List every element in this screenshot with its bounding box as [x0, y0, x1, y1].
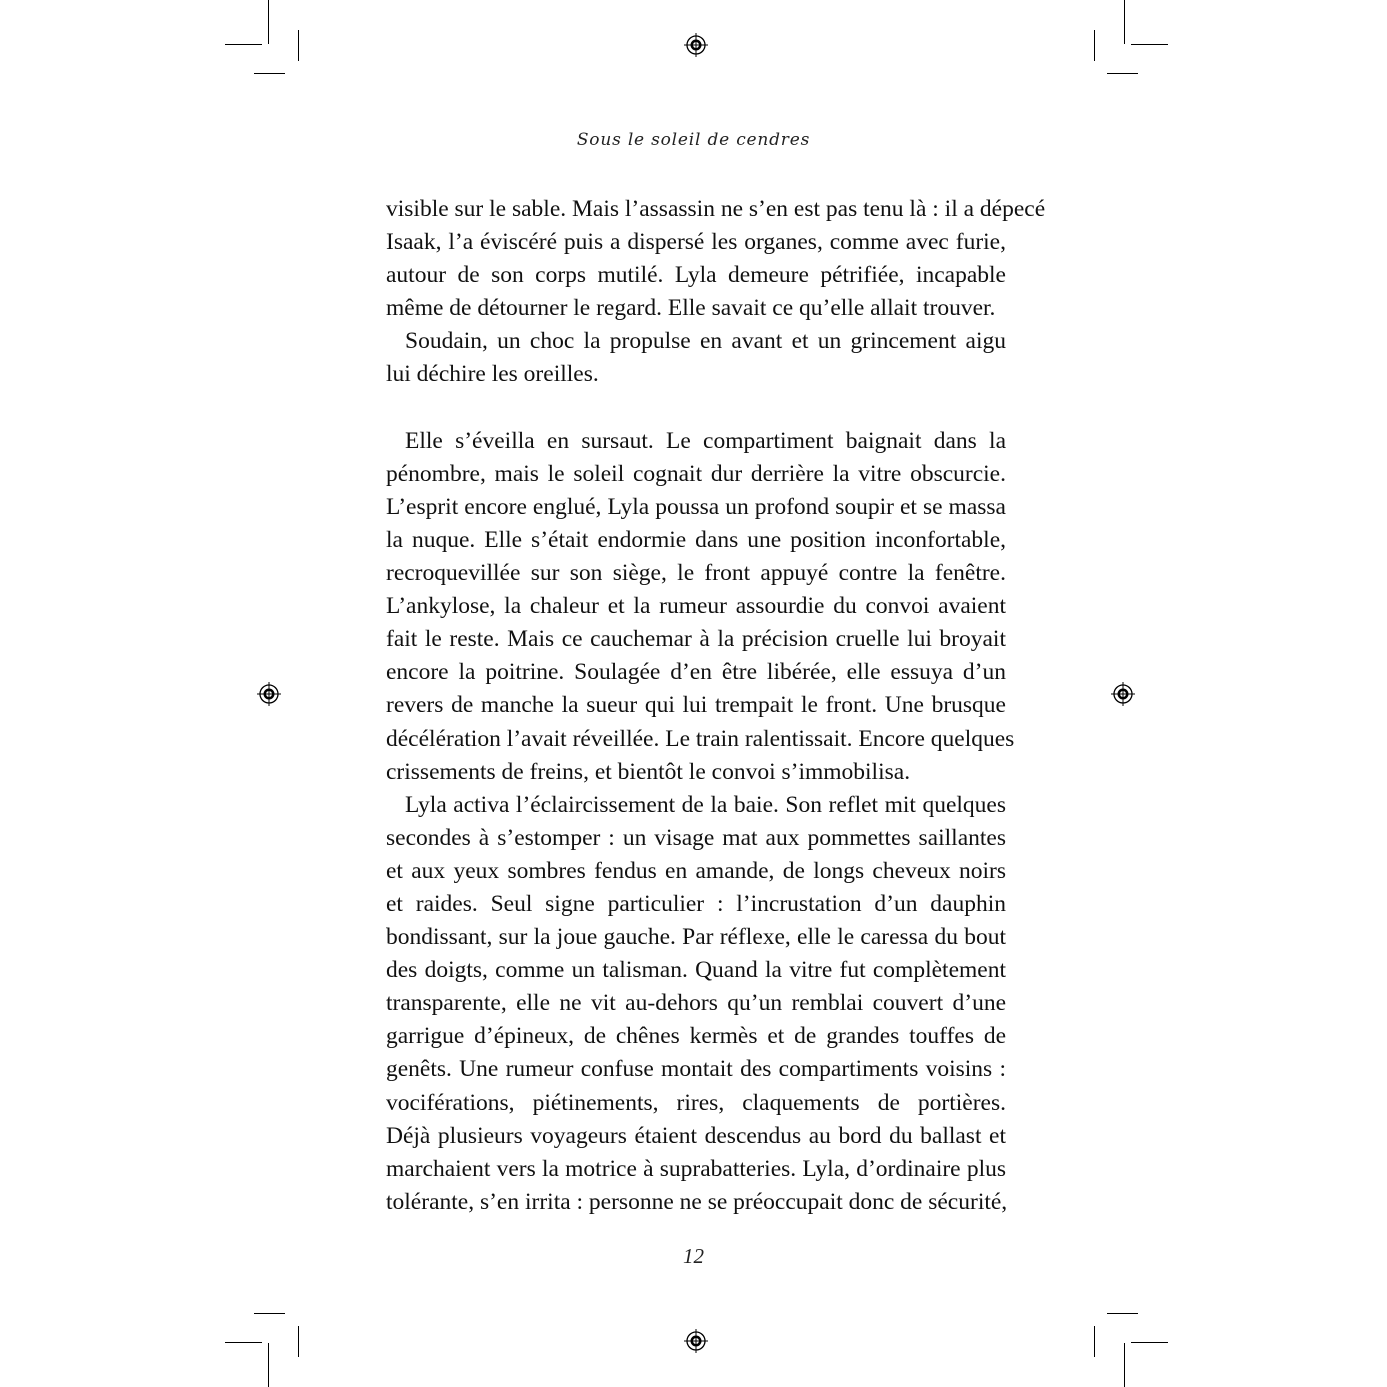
- text-line: revers de manche la sueur qui lui trempait le front. Une brusque: [386, 692, 1006, 719]
- text-line: des doigts, comme un talisman. Quand la vitre fut complètement: [386, 957, 1006, 984]
- text-line: même de détourner le regard. Elle savait ce qu’elle allait trouver.: [386, 295, 996, 322]
- crop-mark: [1124, 1343, 1125, 1387]
- text-line: transparente, elle ne vit au-dehors qu’un remblai couvert d’une: [386, 990, 1006, 1017]
- text-line: marchaient vers la motrice à suprabatteries. Lyla, d’ordinaire plus: [386, 1155, 1006, 1182]
- text-line: vociférations, piétinements, rires, claquements de portières.: [386, 1089, 1006, 1116]
- crop-mark: [254, 73, 285, 74]
- text-line: crissements de freins, et bientôt le convoi s’immobilisa.: [386, 758, 911, 785]
- crop-mark: [1124, 0, 1125, 44]
- crop-mark: [1094, 30, 1095, 61]
- paragraph: [386, 789, 1006, 1219]
- crop-mark: [268, 0, 269, 44]
- crop-mark: [1107, 1313, 1138, 1314]
- text-line: décélération l’avait réveillée. Le train ralentissait. Encore quelques: [386, 725, 1015, 752]
- text-line: visible sur le sable. Mais l’assassin ne s’en est pas tenu là : il a dépecé: [386, 196, 1046, 222]
- text-line: secondes à s’estomper : un visage mat aux pommettes saillantes: [386, 824, 1006, 851]
- text-line: et aux yeux sombres fendus en amande, de longs cheveux noirs: [386, 857, 1006, 884]
- page-number: 12: [683, 1244, 704, 1268]
- text-line: genêts. Une rumeur confuse montait des compartiments voisins :: [386, 1056, 1006, 1083]
- section-break: [386, 392, 1006, 425]
- text-line: tolérante, s’en irrita : personne ne se préoccupait donc de sécurité,: [386, 1188, 1008, 1215]
- paragraph: [386, 325, 1006, 391]
- crop-mark: [298, 30, 299, 61]
- text-line: garrigue d’épineux, de chênes kermès et de grandes touffes de: [386, 1023, 1006, 1050]
- crop-mark: [225, 1342, 262, 1343]
- crop-mark: [1131, 44, 1168, 45]
- registration-mark-icon: [1111, 682, 1135, 706]
- running-header: Sous le soleil de cendres: [576, 130, 811, 150]
- text-line: Isaak, l’a éviscéré puis a dispersé les organes, comme avec furie,: [386, 229, 1006, 256]
- crop-mark: [1131, 1342, 1168, 1343]
- text-line: Elle s’éveilla en sursaut. Le compartiment baignait dans la: [405, 427, 1006, 454]
- text-line: pénombre, mais le soleil cognait dur derrière la vitre obscurcie.: [386, 460, 1006, 487]
- text-line: L’esprit encore englué, Lyla poussa un profond soupir et se massa: [386, 493, 1006, 520]
- crop-mark: [298, 1326, 299, 1357]
- registration-mark-icon: [684, 1329, 708, 1353]
- text-line: autour de son corps mutilé. Lyla demeure pétrifiée, incapable: [386, 262, 1006, 289]
- crop-mark: [268, 1343, 269, 1387]
- text-line: lui déchire les oreilles.: [386, 361, 599, 388]
- text-line: la nuque. Elle s’était endormie dans une position inconfortable,: [386, 526, 1006, 553]
- crop-mark: [1107, 73, 1138, 74]
- registration-mark-icon: [684, 33, 708, 57]
- text-line: encore la poitrine. Soulagée d’en être libérée, elle essuya d’un: [386, 659, 1006, 686]
- text-line: et raides. Seul signe particulier : l’incrustation d’un dauphin: [386, 890, 1006, 917]
- text-line: recroquevillée sur son siège, le front appuyé contre la fenêtre.: [386, 560, 1006, 587]
- paragraph: [386, 193, 1046, 325]
- crop-mark: [1094, 1326, 1095, 1357]
- text-line: Soudain, un choc la propulse en avant et un grincement aigu: [405, 328, 1006, 355]
- paragraph: [386, 425, 1015, 789]
- registration-mark-icon: [257, 682, 281, 706]
- text-line: Déjà plusieurs voyageurs étaient descendus au bord du ballast et: [386, 1122, 1006, 1149]
- text-line: bondissant, sur la joue gauche. Par réflexe, elle le caressa du bout: [386, 924, 1006, 951]
- text-line: L’ankylose, la chaleur et la rumeur assourdie du convoi avaient: [386, 593, 1006, 620]
- body-text: [386, 193, 1046, 1219]
- text-line: fait le reste. Mais ce cauchemar à la précision cruelle lui broyait: [386, 626, 1006, 653]
- crop-mark: [254, 1313, 285, 1314]
- text-line: Lyla activa l’éclaircissement de la baie. Son reflet mit quelques: [405, 791, 1006, 818]
- crop-mark: [225, 44, 262, 45]
